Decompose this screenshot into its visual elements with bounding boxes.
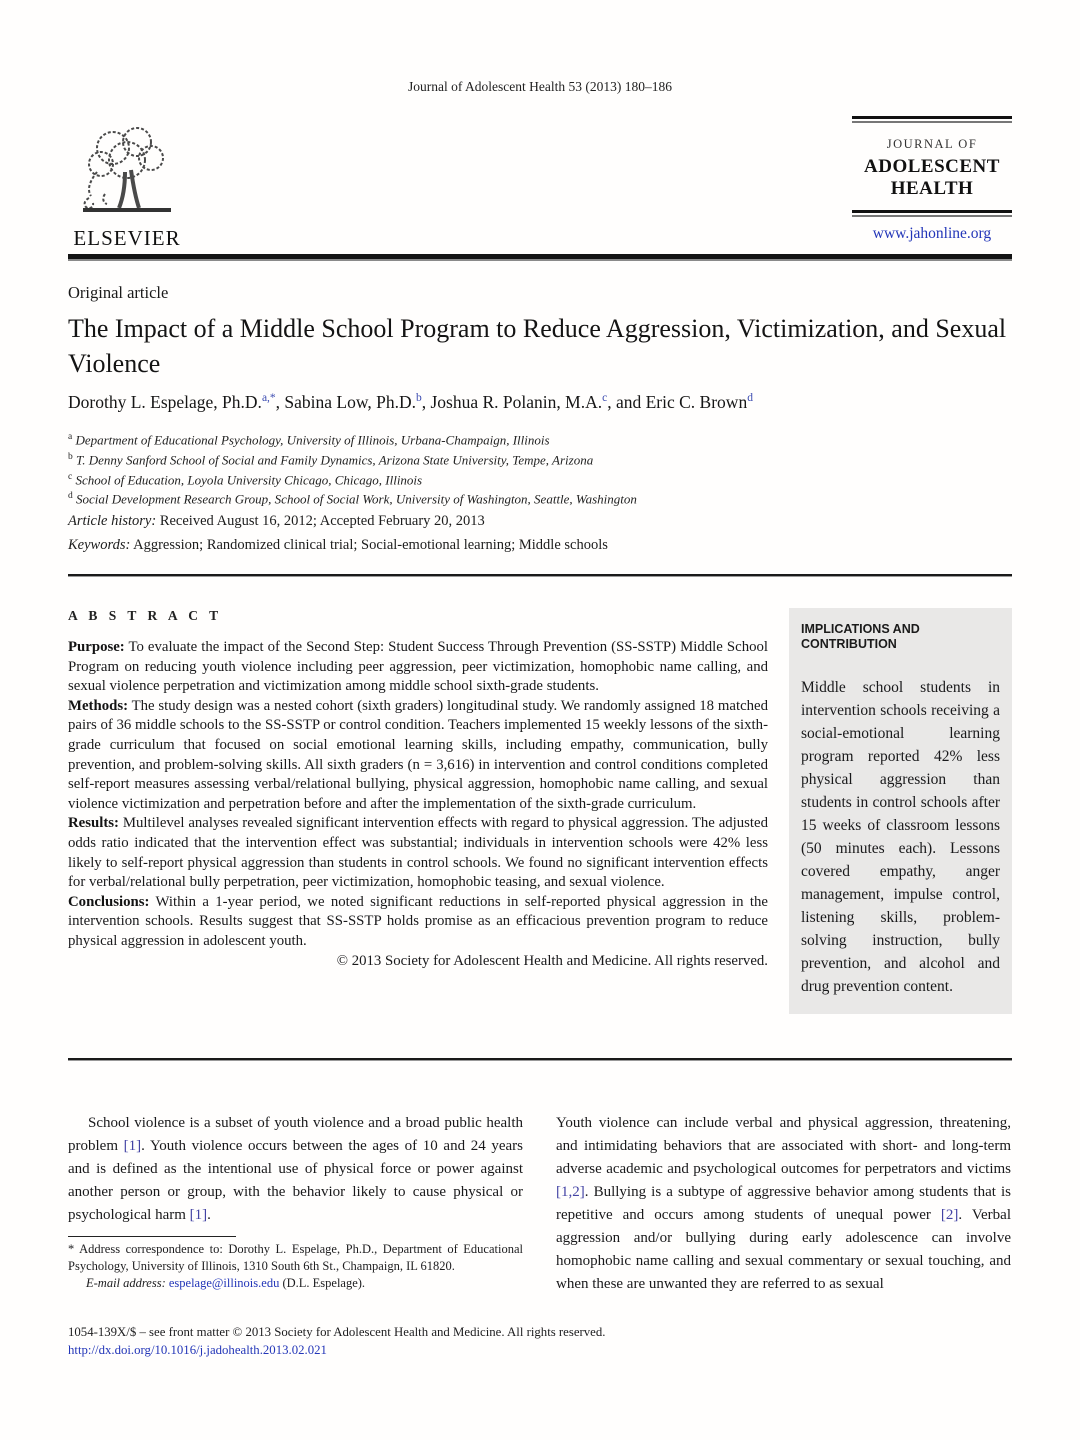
abstract-purpose [68, 638, 768, 697]
body-text: . Verbal aggression and/or bullying during early adolescence can involve homophobic name calling and sexual commentary or sexual touching, and when these are unwanted they are referred to as sexual [556, 1207, 1011, 1292]
author-affil-mark: c [602, 392, 608, 405]
affiliation-item [68, 488, 1013, 508]
body-paragraph [68, 1112, 523, 1227]
abstract-heading: A B S T R A C T [68, 608, 223, 623]
masthead-line2: ADOLESCENT [864, 156, 1000, 177]
article-history-line [68, 509, 1013, 533]
footnote-address: * Address correspondence to: Dorothy L. Espelage, Ph.D., Department of Educational Psychology, University of Illinois, 1310 South 6th St., Champaign, IL 61820. [68, 1242, 523, 1273]
author-affil-mark: b [416, 392, 422, 405]
abstract-section-text: To evaluate the impact of the Second Step: Student Success Through Prevention (SS-SSTP) Middle School Program on reducing youth violence including peer aggression, peer victimization, homophobic name calling, and sexual violence perpetration and victimization among middle school sixth-grade students. [68, 639, 768, 695]
issn-copyright-line: 1054-139X/$ – see front matter © 2013 Society for Adolescent Health and Medicine. All rights reserved. [68, 1325, 606, 1339]
abstract-conclusions [68, 893, 768, 952]
author-line [68, 392, 1013, 413]
abstract-section-text: The study design was a nested cohort (sixth graders) longitudinal study. We randomly assigned 18 matched pairs of 36 middle schools to the SS-SSTP or control condition. Teachers implemented 15 weekly lessons of the sixth-grade curriculum that focused on social emotional learning skills, including empathy, communication, bully prevention, and problem-solving skills. All sixth graders (n = 3,616) in intervention and control conditions completed self-report measures assessing verbal/relational bullying, physical aggression, homophobic name calling, and sexual violence victimization and perpetration before and after the implementation of the sixth-grade curriculum. [68, 697, 768, 812]
abstract-section-label: Methods: [68, 697, 129, 714]
masthead-top-rule [852, 116, 1012, 123]
elsevier-tree-icon [75, 120, 179, 224]
affiliation-item [68, 469, 1013, 489]
body-column-right [556, 1112, 1011, 1296]
keywords-label: Keywords: [68, 537, 131, 553]
abstract-section-label: Results: [68, 815, 119, 832]
abstract-top-rule [68, 574, 1012, 577]
article-history-label: Article history: [68, 513, 157, 529]
affiliation-text: Department of Educational Psychology, University of Illinois, Urbana-Champaign, Illinois [75, 432, 550, 448]
abstract-copyright: © 2013 Society for Adolescent Health and Medicine. All rights reserved. [336, 952, 768, 969]
citation-link[interactable]: [1] [123, 1138, 142, 1154]
implications-sidebar [789, 608, 1012, 1014]
affiliations-block [68, 429, 1013, 508]
correspondence-footnote [68, 1236, 523, 1292]
masthead-line3: HEALTH [890, 178, 974, 199]
citation-link[interactable]: [1] [189, 1207, 208, 1223]
author-name: , Sabina Low, Ph.D. [275, 392, 416, 412]
citation-link[interactable]: [2] [940, 1207, 959, 1223]
abstract-bottom-rule [68, 1058, 1012, 1061]
affiliation-item [68, 449, 1013, 469]
affiliation-text: Social Development Research Group, School of Social Work, University of Washington, Seattle, Washington [76, 491, 637, 507]
affiliation-mark: c [68, 471, 73, 482]
masthead-line1: JOURNAL OF [886, 137, 978, 151]
article-type-label: Original article [68, 283, 169, 302]
body-text: . Youth violence occurs between the ages of 10 and 24 years and is defined as the intentional use of physical force or power against another person or group, with the behavior likely to cause physical or psychological harm [68, 1138, 523, 1223]
abstract-methods [68, 697, 768, 815]
journal-masthead-box [852, 116, 1012, 243]
citation-link[interactable]: [1,2] [556, 1184, 585, 1200]
abstract-section-label: Conclusions: [68, 893, 150, 910]
affiliation-mark: a [68, 432, 73, 442]
abstract-section-text: Multilevel analyses revealed significant intervention effects with regard to physical aggression. The adjusted odds ratio indicated that the intervention effect was substantial; individuals in intervention schools were 42% less likely to self-report physical aggression than students in control schools. We found no significant intervention effects for verbal/relational bully perpetration, peer victimization, homophobic teasing, and sexual violence. [68, 815, 768, 891]
affiliation-text: T. Denny Sanford School of Social and Family Dynamics, Arizona State University, Tempe, Arizona [76, 452, 594, 468]
author-affil-mark: d [747, 392, 753, 405]
article-history-text: Received August 16, 2012; Accepted February 20, 2013 [156, 513, 485, 529]
keywords-line [68, 533, 1013, 557]
header-divider-rule [68, 254, 1012, 261]
author-affil-mark: a,* [261, 392, 276, 405]
elsevier-wordmark: ELSEVIER [73, 226, 181, 250]
email-rest: (D.L. Espelage). [279, 1276, 366, 1290]
journal-website-link[interactable]: www.jahonline.org [872, 225, 992, 242]
elsevier-logo [68, 120, 186, 251]
author-name: , Joshua R. Polanin, M.A. [421, 392, 603, 412]
body-column-left [68, 1112, 523, 1296]
journal-citation-line: Journal of Adolescent Health 53 (2013) 180–186 [408, 79, 672, 94]
footnote-email-line [68, 1275, 523, 1292]
doi-link[interactable]: http://dx.doi.org/10.1016/j.jadohealth.2013.02.021 [68, 1343, 327, 1357]
implications-text: Middle school students in intervention schools receiving a social-emotional learning program reported 42% less physical aggression than students in control schools after 15 weeks of classroom lessons (50 minutes each). Lessons covered empathy, anger management, impulse control, listening skills, problem-solving instruction, bully prevention, and alcohol and drug prevention content. [801, 679, 1000, 995]
abstract-results [68, 814, 768, 892]
keywords-text: Aggression; Randomized clinical trial; Social-emotional learning; Middle schools [130, 537, 608, 553]
body-paragraph [556, 1112, 1011, 1296]
affiliation-item [68, 429, 1013, 449]
affiliation-mark: b [68, 451, 73, 462]
article-meta [68, 509, 1013, 557]
masthead-bottom-rule [852, 210, 1012, 217]
body-text: . [207, 1207, 211, 1223]
body-text: Youth violence can include verbal and physical aggression, threatening, and intimidating behaviors that are associated with short- and long-term adverse academic and psychological outcomes for perpetrators and victims [556, 1115, 1011, 1177]
author-name: , and Eric C. Brown [607, 392, 748, 412]
abstract-body [68, 638, 768, 971]
affiliation-text: School of Education, Loyola University Chicago, Chicago, Illinois [75, 471, 423, 487]
footnote-rule [68, 1236, 236, 1237]
abstract-section-text: Within a 1-year period, we noted significant reductions in self-reported physical aggression in the intervention schools. Results suggest that SS-SSTP holds promise as an efficacious prevention program to reduce physical aggression in adolescent youth. [68, 893, 768, 949]
body-text: School violence is a subset of youth violence and a broad public health problem [68, 1115, 523, 1154]
email-link[interactable]: espelage@illinois.edu [168, 1276, 280, 1290]
body-text: . Bullying is a subtype of aggressive behavior among students that is repetitive and occurs among students of unequal power [556, 1184, 1011, 1223]
abstract-section-label: Purpose: [68, 639, 125, 655]
body-columns [68, 1112, 1012, 1296]
implications-heading: IMPLICATIONS AND CONTRIBUTION [801, 622, 920, 651]
author-name: Dorothy L. Espelage, Ph.D. [68, 392, 262, 412]
affiliation-mark: d [68, 491, 73, 502]
email-label: E-mail address: [86, 1276, 169, 1290]
article-title: The Impact of a Middle School Program to Reduce Aggression, Victimization, and Sexual Violence [68, 314, 1007, 378]
article-footer [68, 1323, 1012, 1359]
